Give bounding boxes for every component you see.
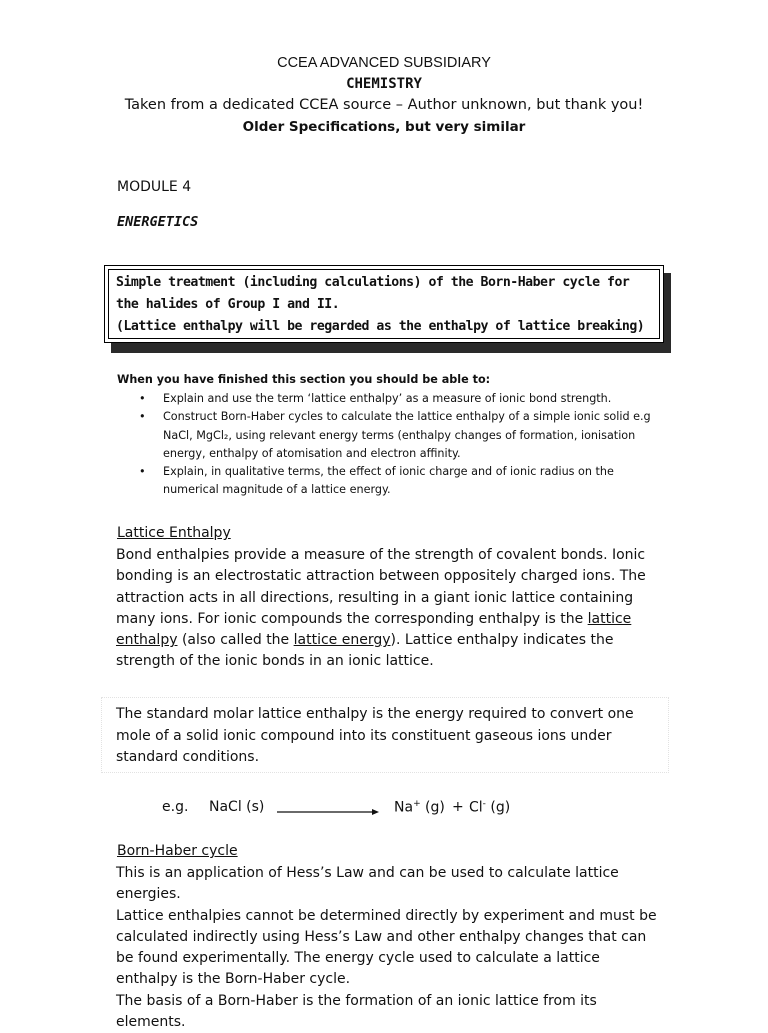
lattice-term-enthalpy: lattice enthalpy: [116, 610, 632, 649]
bullet-icon: •: [139, 465, 146, 479]
cl-symbol: Cl: [469, 799, 483, 816]
lattice-enthalpy-title: Lattice Enthalpy: [117, 525, 231, 541]
module-label: MODULE 4: [117, 179, 192, 195]
definition-text: The standard molar lattice enthalpy is the energy required to convert one mole of a solid ionic compound into its constituent gaseous ions under standard conditions.: [116, 706, 634, 765]
doc-header-line1: CCEA ADVANCED SUBSIDIARY: [277, 55, 491, 71]
lattice-term-energy: lattice energy: [293, 632, 391, 649]
spec-line-3: (Lattice enthalpy will be regarded as the enthalpy of lattice breaking): [116, 319, 645, 334]
example-prefix: e.g.: [162, 799, 189, 815]
example-plus: +: [452, 799, 464, 815]
na-state: (g): [420, 799, 445, 816]
lattice-text-3: ). Lattice enthalpy indicates the strength of the ionic bonds in an ionic lattice.: [116, 632, 614, 670]
objective-item: [135, 463, 665, 500]
born-haber-p2: Lattice enthalpies cannot be determined directly by experiment and must be calculated indirectly using Hess’s Law and other enthalpy changes that can be found experimentally. The energy cycle used to calculate a lattice enthalpy is the Born-Haber cycle.: [116, 907, 657, 988]
example-product-cl: [469, 799, 510, 816]
example-product-na: [394, 799, 445, 816]
doc-header-source: Taken from a dedicated CCEA source – Author unknown, but thank you!: [124, 97, 644, 113]
objectives-heading: When you have finished this section you should be able to:: [117, 373, 491, 386]
cl-charge: -: [482, 799, 486, 809]
doc-header-subject: CHEMISTRY: [346, 76, 422, 92]
born-haber-paragraph: [116, 863, 661, 1033]
example-reactant: NaCl (s): [209, 799, 265, 815]
na-symbol: Na: [394, 799, 414, 816]
born-haber-p1: This is an application of Hess’s Law and can be used to calculate lattice energies.: [116, 865, 619, 903]
objective-item: [135, 408, 665, 463]
objective-text: Explain and use the term ‘lattice enthalpy’ as a measure of ionic bond strength.: [163, 392, 612, 405]
topic-title: ENERGETICS: [117, 214, 199, 230]
na-charge: +: [413, 799, 421, 809]
objective-text: Construct Born-Haber cycles to calculate the lattice enthalpy of a simple ionic solid e.g NaCl, MgCl₂, using relevant energy terms (enthalpy changes of formation, ionisation energy, enthalpy of atomisation and electron affinity.: [163, 410, 651, 460]
lattice-enthalpy-paragraph: [116, 545, 661, 673]
objectives-list: [135, 390, 665, 500]
bullet-icon: •: [139, 410, 146, 424]
spec-line-2: the halides of Group I and II.: [116, 297, 340, 312]
objective-text: Explain, in qualitative terms, the effect of ionic charge and of ionic radius on the numerical magnitude of a lattice energy.: [163, 465, 614, 497]
cl-state: (g): [485, 799, 511, 816]
reaction-arrow-icon: [277, 808, 379, 816]
doc-header-note: Older Specifications, but very similar: [242, 119, 526, 135]
born-haber-title: Born-Haber cycle: [117, 843, 238, 859]
lattice-text-1: Bond enthalpies provide a measure of the strength of covalent bonds. Ionic bonding is an electrostatic attraction between oppositely charged ions. The attraction acts in all directions, resulting in a giant ionic lattice containing many ions. For ionic compounds the corresponding enthalpy is the: [116, 547, 646, 627]
bullet-icon: •: [139, 392, 146, 405]
spec-line-1: Simple treatment (including calculations) of the Born-Haber cycle for: [116, 275, 630, 290]
spec-box-text: [116, 272, 661, 338]
born-haber-p3: The basis of a Born-Haber is the formation of an ionic lattice from its elements.: [116, 992, 597, 1031]
objective-item: [135, 390, 665, 408]
lattice-text-2: (also called the: [177, 632, 294, 649]
